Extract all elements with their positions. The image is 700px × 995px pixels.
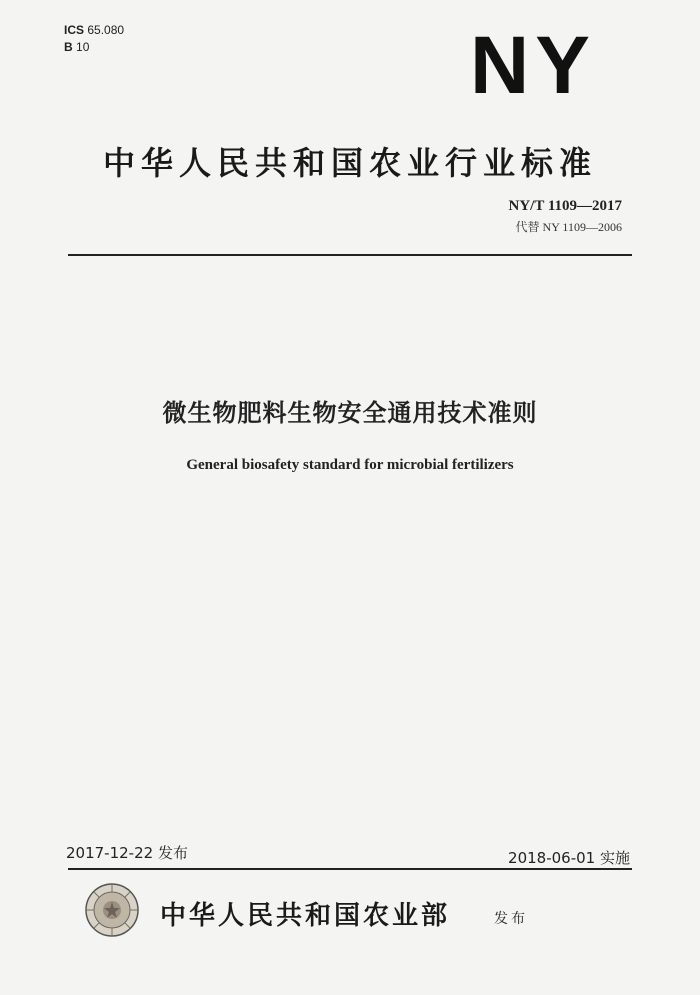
replaces-standard: 代替 NY 1109—2006 [515, 220, 622, 234]
ics-code: ICS 65.080 [64, 23, 125, 37]
standard-category-title: 中华人民共和国农业行业标准 [102, 144, 597, 182]
ny-logo: NY [470, 20, 596, 111]
national-emblem-icon [84, 882, 140, 938]
ccs-code: B 10 [64, 40, 90, 54]
document-title-en: General biosafety standard for microbial fertilizers [186, 457, 514, 473]
issuing-authority: 中华人民共和国农业部 [160, 901, 451, 931]
top-divider [68, 254, 632, 256]
effective-date: 2018-06-01 实施 [508, 849, 630, 867]
standard-number: NY/T 1109—2017 [508, 198, 622, 214]
classification-codes [64, 22, 124, 56]
issuer-suffix: 发布 [494, 911, 528, 927]
issue-date: 2017-12-22 发布 [66, 844, 188, 862]
bottom-divider [68, 868, 632, 870]
document-title-cn: 微生物肥料生物安全通用技术准则 [162, 399, 538, 427]
